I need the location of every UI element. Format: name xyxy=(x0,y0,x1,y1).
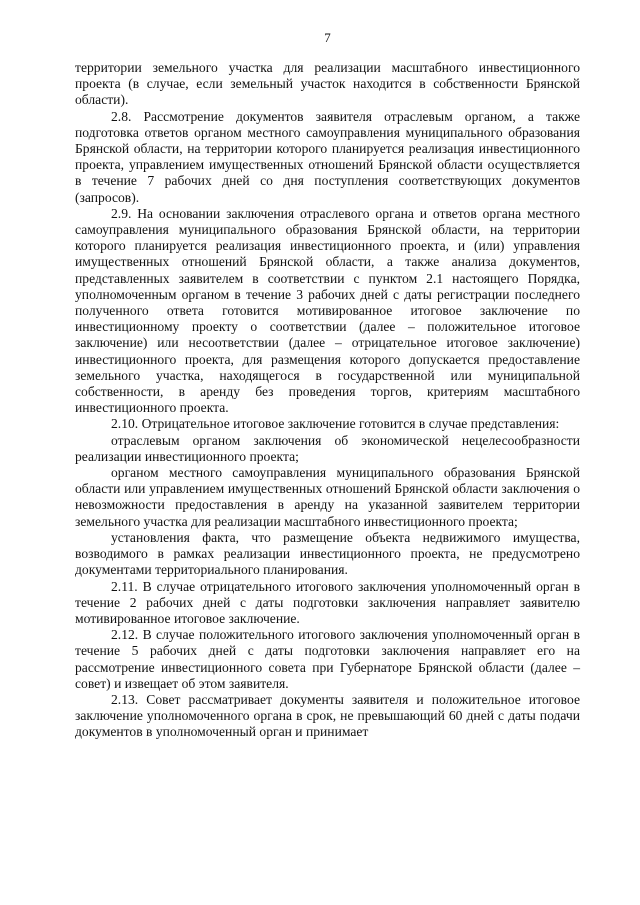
document-page xyxy=(75,30,580,741)
page-number: 7 xyxy=(324,30,331,45)
paragraph-2-8: 2.8. Рассмотрение документов заявителя отраслевым органом, а также подготовка ответов органом местного самоуправления муниципального образования Брянской области, на территории которого планируется реализация инвестиционного проекта, управлением имущественных отношений Брянской области осуществляется в течение 7 рабочих дней со дня поступления соответствующих документов (запросов). xyxy=(75,108,580,205)
document-body xyxy=(75,60,580,741)
paragraph-2-10: 2.10. Отрицательное итоговое заключение готовится в случае представления: xyxy=(111,416,560,432)
paragraph-continuation: территории земельного участка для реализации масштабного инвестиционного проекта (в случае, если земельный участок находится в собственности Брянской области). xyxy=(75,60,580,108)
list-item-sector-conclusion: отраслевым органом заключения об экономической нецелесообразности реализации инвестиционного проекта; xyxy=(75,432,580,464)
list-item-planning-fact: установления факта, что размещение объекта недвижимого имущества, возводимого в рамках реализации инвестиционного проекта, не предусмотрено документами территориального планирования. xyxy=(75,529,580,578)
paragraph-2-13: 2.13. Совет рассматривает документы заявителя и положительное итоговое заключение уполномоченного органа в срок, не превышающий 60 дней с даты подачи документов в уполномоченный орган и принимает xyxy=(75,691,580,740)
paragraph-2-11: 2.11. В случае отрицательного итогового заключения уполномоченный орган в течение 2 рабочих дней с даты подготовки заключения направляет заявителю мотивированное итоговое заключение. xyxy=(75,578,580,626)
paragraph-2-9: 2.9. На основании заключения отраслевого органа и ответов органа местного самоуправления муниципального образования Брянской области, на территории которого планируется реализация инвестиционного проекта, и (или) управления имущественных отношений Брянской области, а также анализа документов, представленных заявителем в соответствии с пунктом 2.1 настоящего Порядка, уполномоченным органом в течение 3 рабочих дней с даты регистрации последнего полученного ответа готовится мотивированное итоговое заключение по инвестиционному проекту о соответствии (далее – положительное итоговое заключение) или несоответствии (далее – отрицательное итоговое заключение) инвестиционного проекта, для размещения которого допускается предоставление земельного участка, находящегося в государственной или муниципальной собственности, в аренду без проведения торгов, критериям масштабного инвестиционного проекта. xyxy=(75,205,580,416)
paragraph-2-12: 2.12. В случае положительного итогового заключения уполномоченный орган в течение 5 рабочих дней с даты подготовки заключения направляет его на рассмотрение инвестиционного совета при Губернаторе Брянской области (далее – совет) и извещает об этом заявителя. xyxy=(75,627,580,691)
list-item-local-authority-conclusion: органом местного самоуправления муниципального образования Брянской области или управлением имущественных отношений Брянской области заключения о невозможности предоставления в аренду на указанной заявителем территории земельного участка для реализации масштабного инвестиционного проекта; xyxy=(75,465,580,529)
